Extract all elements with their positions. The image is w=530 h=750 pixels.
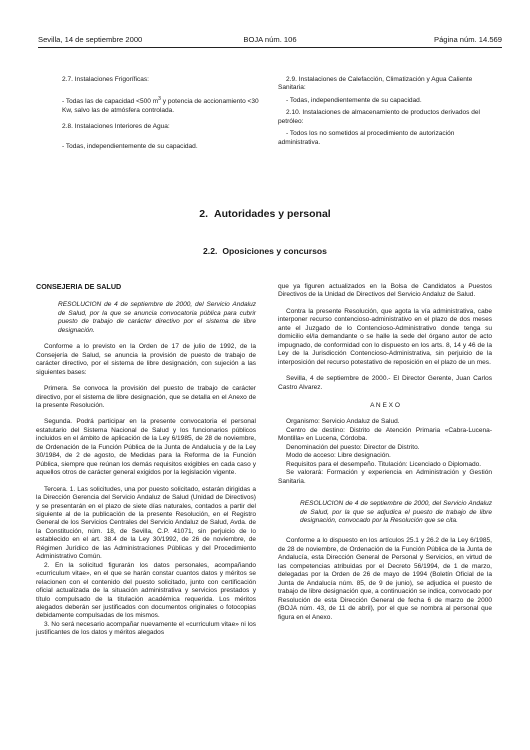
paragraph: Tercera. 1. Las solicitudes, una por puesto solicitado, estarán dirigidas a la Dirección Gerencia del Servicio Andaluz de Salud (Unidad de Directivos) y se presentarán en el plazo de siete días naturales, contados a partir del siguiente al de la publicación de la presente Resolución, en el Registro General de los Servicios Centrales del Servicio Andaluz de Salud, Avda. de la Constitución, núm. 18, de Sevilla, C.P. 41071, sin perjuicio de lo establecido en el art. 38.4 de la Ley 30/1992, de 26 de noviembre, de Régimen Jurídico de las Administraciones Públicas y del Procedimiento Administrativo Común. [36, 485, 256, 561]
annex-item: Denominación del puesto: Director de Distrito. [286, 443, 420, 451]
department-heading: CONSEJERIA DE SALUD [36, 282, 122, 291]
paragraph: - Todas, independientemente de su capacidad. [62, 142, 198, 150]
annex-item: Centro de destino: Distrito de Atención Primaria «Cabra-Lucena-Montilla» en Lucena, Córdoba. [278, 426, 492, 443]
annex-item: Se valorará: Formación y experiencia en Administración y Gestión Sanitaria. [278, 469, 492, 485]
signature-line: Sevilla, 4 de septiembre de 2000.- El Director Gerente, Juan Carlos Castro Alvarez. [278, 375, 492, 391]
paragraph: Contra la presente Resolución, que agota la vía administrativa, cabe interponer recurso contencioso-administrativo en el plazo de dos meses ante el Juzgado de lo Contencioso-Administrativo donde tenga su domicilio el/la demandante o se halle la sede del órgano autor de acto impugnado, de conformidad con lo dispuesto en los arts. 8, 14 y 46 de la Ley de la Jurisdicción Contencioso-Administrativa, sin perjuicio de la interposición del recurso potestativo de reposición en el plazo de un mes. [278, 307, 492, 366]
paragraph: Conforme a lo dispuesto en los artículos 25.1 y 26.2 de la Ley 6/1985, de 28 de noviembre, de Ordenación de la Función Pública de la Junta de Andalucía, esta Dirección General de Personal y Servicios, en virtud de las competencias atribuidas por el Decreto 56/1994, de 1 de marzo, delegadas por la Orden de 26 de mayo de 1994 (Boletín Oficial de la Junta de Andalucía núm. 85, de 9 de junio), se adjudica el puesto de trabajo de libre designación que, a continuación se indica, convocado por Resolución de esta Dirección General de fecha 6 de marzo de 2000 (BOJA núm. 43, de 11 de abril), por el que se nombra al personal que figura en el Anexo. [278, 537, 492, 621]
page-header [38, 35, 502, 48]
paragraph: 2. En la solicitud figurarán los datos personales, acompañando «curriculum vitae», en el que se harán constar cuantos datos y méritos se relacionen con el contenido del puesto solicitado, junto con certificación oficial actualizada de la situación administrativa y servicios prestados y título compulsado de la titulación académica requerida. Los méritos alegados deberán ser justificados con documentos originales o fotocopias debidamente compulsadas de los mismos. [36, 561, 256, 620]
paragraph: que ya figuren actualizados en la Bolsa de Candidatos a Puestos Directivos de la Unidad de Directivos del Servicio Andaluz de Salud. [278, 283, 492, 299]
header-page-number: Página núm. 14.569 [434, 35, 502, 44]
right-column [278, 283, 492, 622]
paragraph: Primera. Se convoca la provisión del puesto de trabajo de carácter directivo, por el sistema de libre designación, que se detalla en el Anexo de la presente Resolución. [36, 385, 256, 409]
header-bulletin-number: BOJA núm. 106 [243, 35, 297, 44]
paragraph: 2.8. Instalaciones Interiores de Agua: [62, 123, 170, 131]
left-column [36, 283, 256, 638]
paragraph: 3. No será necesario acompañar nuevamente el «curriculum vitae» ni los justificantes de los datos y méritos alegados [36, 620, 256, 637]
paragraph: 2.7. Instalaciones Frigoríficas: [62, 76, 149, 83]
section-title: 2. Autoridades y personal [199, 208, 331, 220]
annex-item: Organismo: Servicio Andaluz de Salud. [286, 418, 400, 426]
paragraph: Segunda. Podrá participar en la presente convocatoria el personal estatutario del Sistema Nacional de Salud y los funcionarios públicos incluidos en el ámbito de aplicación de la Ley 6/1985, de 28 de noviembre, de Ordenación de la Función Pública de la Junta de Andalucía y de la Ley 30/1984, de 2 de agosto, de Medidas para la Reforma de la Función Pública, siempre que reúnan los demás requisitos exigibles en cada caso y aquellos otros de carácter general exigidos por la legislación vigente. [36, 418, 256, 477]
paragraph: - Todos los no sometidos al procedimiento de autorización administrativa. [278, 130, 455, 146]
paragraph: 2.10. Instalaciones de almacenamiento de productos derivados del petróleo: [278, 109, 480, 125]
resolution-title: RESOLUCION de 4 de septiembre de 2000, del Servicio Andaluz de Salud, por la que se anuncia convocatoria pública para cubrir puesto de trabajo de carácter directivo por el sistema de libre designación. [58, 301, 256, 334]
paragraph: - Todas las de capacidad <500 $m^3$ y potencia de accionamiento <30 Kw, salvo las de atmósfera controlada. [62, 96, 259, 114]
annex-item: Modo de acceso: Libre designación. [286, 452, 391, 460]
paragraph: 2.9. Instalaciones de Calefacción, Climatización y Agua Caliente Sanitaria: [278, 76, 473, 92]
resolution-title: RESOLUCION de 4 de septiembre de 2000, del Servicio Andaluz de Salud, por la que se adjudica el puesto de trabajo de libre designación, convocado por la Resolución que se cita. [300, 500, 492, 524]
subsection-title: 2.2. Oposiciones y concursos [203, 246, 327, 256]
annex-item: Requisitos para el desempeño. Titulación: Licenciado o Diplomado. [286, 460, 482, 468]
paragraph: Conforme a lo previsto en la Orden de 17 de julio de 1992, de la Consejería de Salud, se anuncia la provisión de puesto de trabajo de carácter directivo, por el sistema de libre designación, con sujeción a las siguientes bases: [36, 343, 256, 376]
top-right-column [278, 76, 492, 147]
header-date: Sevilla, 14 de septiembre 2000 [38, 35, 143, 44]
annex-title: A N E X O [370, 401, 400, 409]
top-left-column [62, 76, 262, 151]
paragraph: - Todas, independientemente de su capacidad. [286, 96, 422, 104]
